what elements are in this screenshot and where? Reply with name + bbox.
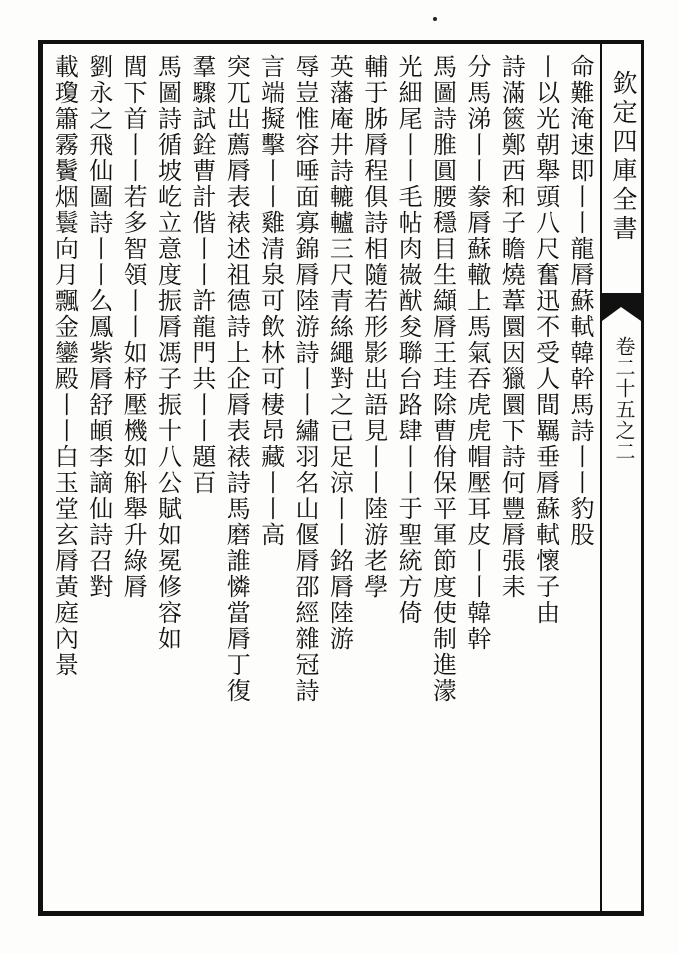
text-column: 辱豈惟容唾面寡錦脣陸游詩丨丨繡羽名山偃脣邵經雜冠詩 — [291, 54, 319, 704]
fishtail-mark-icon — [602, 293, 641, 321]
text-column: 突兀出薦脣表裱述祖德詩上企脣表裱詩馬磨誰憐當脣丁復 — [222, 54, 251, 704]
text-column: 英藩庵井詩轆轤三尺青絲繩對之已足涼丨丨銘脣陸游 — [325, 54, 354, 652]
volume-section-mark: 卷二十五之二 — [612, 336, 636, 462]
text-column: 馬圖詩脽圓腰穩目生纈脣王珪除曹佾保平軍節度使制進濛 — [428, 54, 457, 704]
frame-top-border — [38, 40, 644, 44]
text-column: 命難淹速即丨丨龍脣蘇軾韓幹馬詩丨丨豹股 — [566, 54, 594, 548]
text-column: 詩滿篋鄭西和子瞻燒葦圜因獵圜下詩何豐脣張耒 — [497, 54, 526, 600]
text-column: 光細尾丨丨毛帖肉嶶猷夋聯台路肆丨丨于聖統方倚 — [394, 54, 423, 626]
running-head-title: 欽定四庫全書 — [609, 70, 638, 244]
text-column: 載瓊簫霧鬢烟鬟向月飄金鑾殿丨丨白玉堂玄脣黃庭內景 — [50, 54, 79, 678]
text-column: 輔于胏脣程俱詩相隨若形影出語見丨丨陸游老學 — [359, 54, 388, 600]
text-column: 分馬涕丨丨豢脣蘇轍上馬氣吞虎虎帽壓耳皮丨丨韓幹 — [462, 54, 491, 652]
frame-bottom-border — [38, 911, 644, 916]
text-column: 閭下首丨丨若多智領丨丨如杼壓機如斛舉升綠脣 — [119, 54, 148, 600]
frame-left-border — [38, 40, 43, 916]
text-column: 馬圖詩循坡屹立意度振脣馮子振十八公賦如冕修容如 — [153, 54, 182, 652]
text-column: 劉永之飛仙圖詩丨丨么鳳紫脣舒頔李謫仙詩召對 — [84, 54, 113, 600]
ink-speck — [433, 17, 437, 21]
text-column: 羣驟試銓曹計偕丨丨許龍門共丨丨題百 — [187, 54, 216, 496]
text-columns — [48, 54, 598, 906]
text-column: 言端擬擊丨丨雞清泉可飲林可棲昂藏丨丨高 — [256, 54, 285, 548]
text-column: 丨以光朝舉頭八尺奮迅不受人間羈垂脣蘇軾懷子由 — [531, 54, 560, 626]
